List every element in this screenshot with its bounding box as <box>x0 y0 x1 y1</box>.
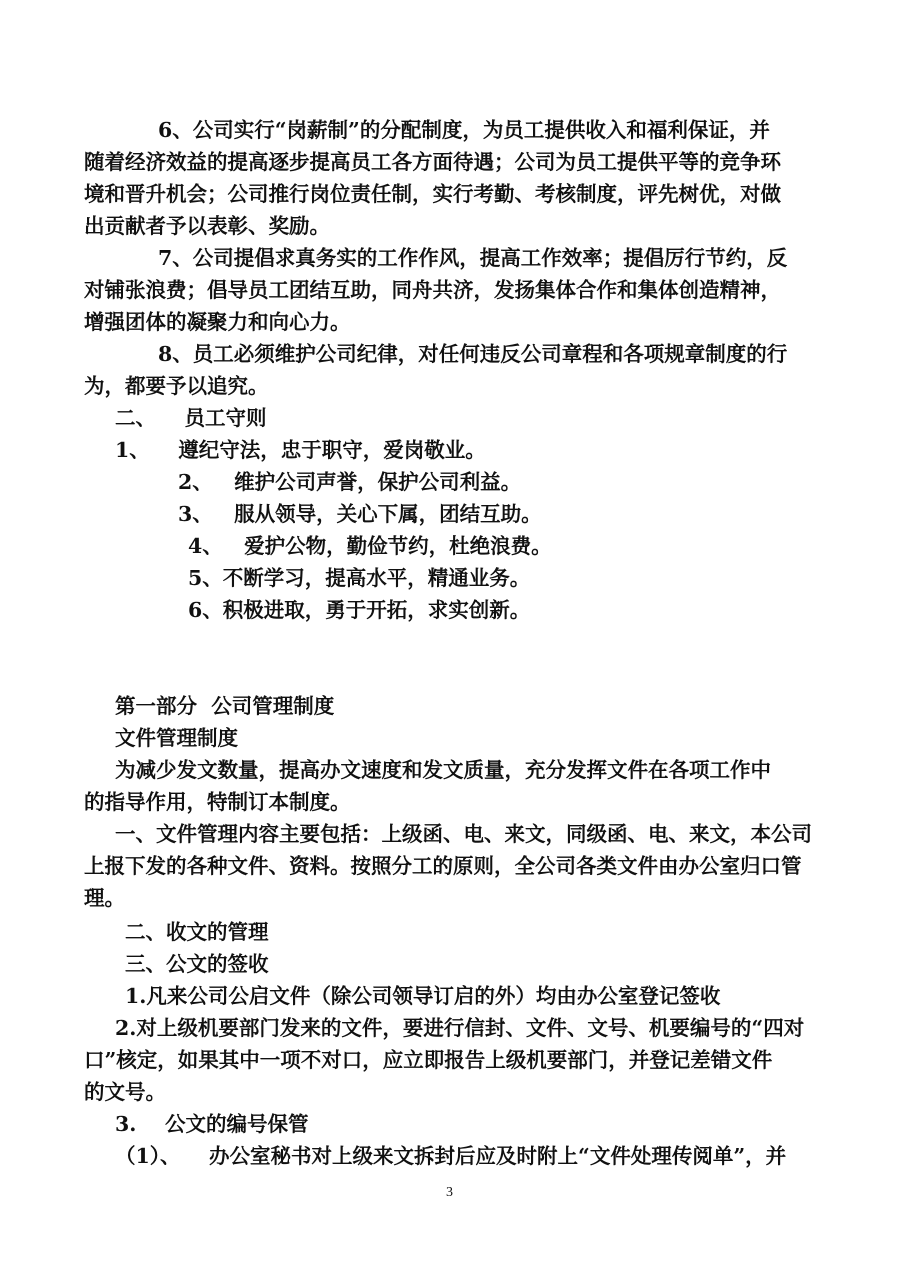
paragraph-line: 的文号。 <box>84 1080 166 1104</box>
paragraph-line: 境和晋升机会；公司推行岗位责任制，实行考勤、考核制度，评先树优，对做 <box>84 182 781 206</box>
section-heading: 三、公文的签收 <box>125 952 269 976</box>
rule-item: 1、 遵纪守法，忠于职守，爱岗敬业。 <box>115 438 486 462</box>
paragraph-line: 对铺张浪费；倡导员工团结互助，同舟共济，发扬集体合作和集体创造精神， <box>84 278 781 302</box>
section-heading: 二、收文的管理 <box>125 920 269 944</box>
paragraph-line: 一、文件管理内容主要包括：上级函、电、来文，同级函、电、来文，本公司 <box>115 822 812 846</box>
paragraph-line: 上报下发的各种文件、资料。按照分工的原则，全公司各类文件由办公室归口管 <box>84 854 802 878</box>
page-number: 3 <box>446 1185 453 1200</box>
paragraph-line: （1）、 办公室秘书对上级来文拆封后应及时附上“文件处理传阅单”，并 <box>115 1144 787 1168</box>
paragraph-line: 口”核定，如果其中一项不对口，应立即报告上级机要部门，并登记差错文件 <box>84 1048 773 1072</box>
sub-heading: 文件管理制度 <box>115 726 238 750</box>
rule-item: 3、 服从领导，关心下属，团结互助。 <box>178 502 542 526</box>
paragraph-line: 6、公司实行“岗薪制”的分配制度，为员工提供收入和福利保证，并 <box>158 118 770 142</box>
rule-item: 2、 维护公司声誉，保护公司利益。 <box>178 470 522 494</box>
paragraph-line: 为，都要予以追究。 <box>84 374 269 398</box>
rule-item: 6、积极进取，勇于开拓，求实创新。 <box>188 598 531 622</box>
rule-item: 5、不断学习，提高水平，精通业务。 <box>188 566 531 590</box>
paragraph-line: 2.对上级机要部门发来的文件，要进行信封、文件、文号、机要编号的“四对 <box>115 1016 805 1040</box>
paragraph-line: 理。 <box>84 886 125 910</box>
paragraph-line: 7、公司提倡求真务实的工作作风，提高工作效率；提倡厉行节约，反 <box>158 246 788 270</box>
paragraph-line: 的指导作用，特制订本制度。 <box>84 790 351 814</box>
section-heading: 二、 员工守则 <box>115 406 267 430</box>
paragraph-line: 8、员工必须维护公司纪律，对任何违反公司章程和各项规章制度的行 <box>158 342 788 366</box>
paragraph-line: 1.凡来公司公启文件（除公司领导订启的外）均由办公室登记签收 <box>125 984 721 1008</box>
paragraph-line: 增强团体的凝聚力和向心力。 <box>84 310 351 334</box>
paragraph-line: 出贡献者予以表彰、奖励。 <box>84 214 330 238</box>
rule-item: 4、 爱护公物，勤俭节约，杜绝浪费。 <box>188 534 552 558</box>
section-heading: 3. 公文的编号保管 <box>115 1112 309 1136</box>
paragraph-line: 为减少发文数量，提高办文速度和发文质量，充分发挥文件在各项工作中 <box>115 758 771 782</box>
paragraph-line: 随着经济效益的提高逐步提高员工各方面待遇；公司为员工提供平等的竞争环 <box>84 150 781 174</box>
part-heading: 第一部分 公司管理制度 <box>115 694 335 718</box>
